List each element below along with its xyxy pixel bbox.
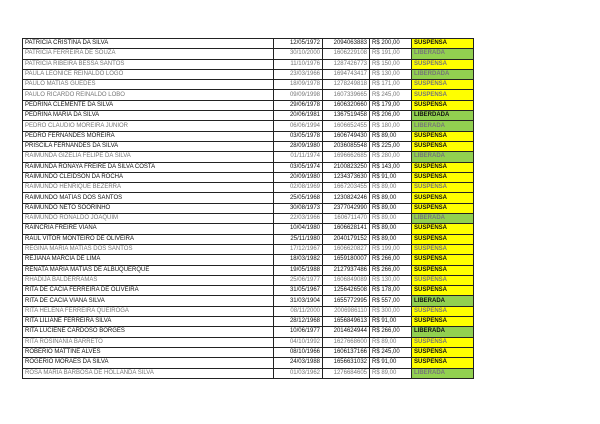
name-cell[interactable]: PEDRO FERNANDES MOREIRA [23,131,274,141]
status-cell[interactable]: SUSPENSA [412,90,474,100]
value-cell[interactable]: R$ 143,00 [370,162,412,172]
value-cell[interactable]: R$ 89,00 [370,337,412,347]
value-cell[interactable]: R$ 89,00 [370,224,412,234]
phone-cell[interactable]: 1656849613 [323,317,370,327]
name-cell[interactable]: RAIMUNDO MATIAS DOS SANTOS [23,193,274,203]
phone-cell[interactable]: 1627668600 [323,337,370,347]
table-row[interactable] [23,111,474,121]
value-cell[interactable]: R$ 130,00 [370,69,412,79]
table-row[interactable] [23,368,474,378]
phone-cell[interactable]: 1606711470 [323,214,370,224]
table-row[interactable] [23,296,474,306]
value-cell[interactable]: R$ 191,00 [370,49,412,59]
value-cell[interactable]: R$ 200,00 [370,39,412,49]
status-cell[interactable]: SUSPENSA [412,255,474,265]
status-cell[interactable]: SUSPENSA [412,317,474,327]
status-cell[interactable]: SUSPENSA [412,80,474,90]
status-cell[interactable]: LIBERADA [412,296,474,306]
value-cell[interactable]: R$ 130,00 [370,275,412,285]
value-cell[interactable]: R$ 206,00 [370,111,412,121]
name-cell[interactable]: RITA HELENA FERREIRA QUEIROGA [23,306,274,316]
status-cell[interactable]: SUSPENSA [412,244,474,254]
date-cell[interactable]: 02/08/1969 [274,183,323,193]
table-row[interactable] [23,100,474,110]
name-cell[interactable]: RAUL VITOR MONTEIRO DE OLIVEIRA [23,234,274,244]
table-row[interactable] [23,337,474,347]
phone-cell[interactable]: 1606229108 [323,49,370,59]
name-cell[interactable]: RAINCRIA FREIRE VIANA [23,224,274,234]
date-cell[interactable]: 06/06/1994 [274,121,323,131]
phone-cell[interactable]: 1659180007 [323,255,370,265]
date-cell[interactable]: 04/10/1992 [274,337,323,347]
date-cell[interactable]: 20/06/1981 [274,111,323,121]
value-cell[interactable]: R$ 557,00 [370,296,412,306]
phone-cell[interactable]: 1694743417 [323,69,370,79]
name-cell[interactable]: RAIMUNDA RONAYA FREIRE DA SILVA COSTA [23,162,274,172]
phone-cell[interactable]: 1287426773 [323,59,370,69]
name-cell[interactable]: REJIANA MARCIA DE LIMA [23,255,274,265]
name-cell[interactable]: ROSA MARIA BARBOSA DE HOLLANDA SILVA [23,368,274,378]
date-cell[interactable]: 28/12/1968 [274,317,323,327]
phone-cell[interactable]: 1278249818 [323,80,370,90]
status-cell[interactable]: LIBERADA [412,152,474,162]
status-cell[interactable]: SUSPENSA [412,337,474,347]
table-row[interactable] [23,327,474,337]
phone-cell[interactable]: 1606320660 [323,100,370,110]
value-cell[interactable]: R$ 91,00 [370,358,412,368]
name-cell[interactable]: ROGERIO MORAES DA SILVA [23,358,274,368]
name-cell[interactable]: RHADIJA BALDERRAMAS [23,275,274,285]
value-cell[interactable]: R$ 171,00 [370,80,412,90]
name-cell[interactable]: RITA LILIANE FERREIRA SILVA [23,317,274,327]
date-cell[interactable]: 24/03/1988 [274,358,323,368]
name-cell[interactable]: RAIMUNDO CLEIDSON DA ROCHA [23,172,274,182]
table-row[interactable] [23,317,474,327]
value-cell[interactable]: R$ 199,00 [370,244,412,254]
phone-cell[interactable]: 2036085548 [323,141,370,151]
phone-cell[interactable]: 1667203455 [323,183,370,193]
status-cell[interactable]: SUSPENSA [412,172,474,182]
table-row[interactable] [23,306,474,316]
status-cell[interactable]: LIBERDADA [412,69,474,79]
date-cell[interactable]: 12/05/1972 [274,39,323,49]
phone-cell[interactable]: 2006986110 [323,306,370,316]
date-cell[interactable]: 03/05/1974 [274,162,323,172]
date-cell[interactable]: 29/06/1978 [274,100,323,110]
date-cell[interactable]: 18/09/1978 [274,80,323,90]
status-cell[interactable]: SUSPENSA [412,141,474,151]
table-row[interactable] [23,152,474,162]
name-cell[interactable]: REGINA MARIA MATIAS DOS SANTOS [23,244,274,254]
phone-cell[interactable]: 1256426508 [323,286,370,296]
table-row[interactable] [23,286,474,296]
table-row[interactable] [23,90,474,100]
date-cell[interactable]: 10/06/1977 [274,327,323,337]
phone-cell[interactable]: 1606137166 [323,347,370,357]
phone-cell[interactable]: 2127937486 [323,265,370,275]
date-cell[interactable]: 25/05/1968 [274,193,323,203]
table-row[interactable] [23,59,474,69]
name-cell[interactable]: RAIMUNDO RONALDO JOAQUIM [23,214,274,224]
phone-cell[interactable]: 2094063883 [323,39,370,49]
date-cell[interactable]: 19/05/1988 [274,265,323,275]
date-cell[interactable]: 20/09/1980 [274,172,323,182]
status-cell[interactable]: SUSPENSA [412,59,474,69]
table-row[interactable] [23,347,474,357]
name-cell[interactable]: PEDRINA MARIA DA SILVA [23,111,274,121]
date-cell[interactable]: 01/11/1974 [274,152,323,162]
status-cell[interactable]: SUSPENSA [412,265,474,275]
name-cell[interactable]: ROBERIO MATTINE ALVES [23,347,274,357]
status-cell[interactable]: SUSPENSA [412,193,474,203]
value-cell[interactable]: R$ 89,00 [370,183,412,193]
date-cell[interactable]: 25/11/1980 [274,234,323,244]
table-row[interactable] [23,172,474,182]
status-cell[interactable]: SUSPENSA [412,100,474,110]
table-row[interactable] [23,224,474,234]
name-cell[interactable]: RAIMUNDO HENRIQUE BEZERRA [23,183,274,193]
status-cell[interactable]: SUSPENSA [412,131,474,141]
phone-cell[interactable]: 1696662685 [323,152,370,162]
phone-cell[interactable]: 1367519458 [323,111,370,121]
status-cell[interactable]: SUSPENSA [412,275,474,285]
name-cell[interactable]: PAULO MATIAS GUEDES [23,80,274,90]
table-row[interactable] [23,183,474,193]
table-row[interactable] [23,255,474,265]
status-cell[interactable]: SUSPENSA [412,224,474,234]
phone-cell[interactable]: 2040179152 [323,234,370,244]
date-cell[interactable]: 25/06/1977 [274,275,323,285]
status-cell[interactable]: SUSPENSA [412,203,474,213]
status-cell[interactable]: SUSPENSA [412,162,474,172]
name-cell[interactable]: PAULO RICARDO REINALDO LOBO [23,90,274,100]
status-cell[interactable]: SUSPENSA [412,183,474,193]
date-cell[interactable]: 08/10/1966 [274,347,323,357]
value-cell[interactable]: R$ 178,00 [370,286,412,296]
status-cell[interactable]: SUSPENSA [412,234,474,244]
status-cell[interactable]: SUSPENSA [412,306,474,316]
status-cell[interactable]: LIBERADA [412,327,474,337]
phone-cell[interactable]: 1606749430 [323,131,370,141]
phone-cell[interactable]: 1276684605 [323,368,370,378]
date-cell[interactable]: 10/04/1980 [274,224,323,234]
table-row[interactable] [23,121,474,131]
name-cell[interactable]: PRISCILA FERNANDES DA SILVA [23,141,274,151]
table-row[interactable] [23,80,474,90]
phone-cell[interactable]: 1656631032 [323,358,370,368]
status-cell[interactable]: SUSPENSA [412,358,474,368]
name-cell[interactable]: PEDRO CLAUDIO MOREIRA JUNIOR [23,121,274,131]
status-cell[interactable]: LIBERDADA [412,111,474,121]
table-row[interactable] [23,39,474,49]
value-cell[interactable]: R$ 245,00 [370,347,412,357]
name-cell[interactable]: RENATA MARIA MATIAS DE ALBUQUERQUE [23,265,274,275]
phone-cell[interactable]: 1607339665 [323,90,370,100]
name-cell[interactable]: RITA DE CACIA FERREIRA DE OLIVEIRA [23,286,274,296]
value-cell[interactable]: R$ 91,00 [370,317,412,327]
spreadsheet [22,38,472,379]
phone-cell[interactable]: 1606620827 [323,244,370,254]
date-cell[interactable]: 31/05/1967 [274,286,323,296]
value-cell[interactable]: R$ 89,00 [370,131,412,141]
status-cell[interactable]: LIBERADA [412,121,474,131]
value-cell[interactable]: R$ 89,00 [370,368,412,378]
value-cell[interactable]: R$ 225,00 [370,141,412,151]
table-row[interactable] [23,141,474,151]
value-cell[interactable]: R$ 245,00 [370,90,412,100]
date-cell[interactable]: 28/09/1980 [274,141,323,151]
status-cell[interactable]: SUSPENSA [412,39,474,49]
records-table [22,38,474,379]
phone-cell[interactable]: 1606849089 [323,275,370,285]
phone-cell[interactable]: 2100823250 [323,162,370,172]
table-row[interactable] [23,69,474,79]
value-cell[interactable]: R$ 300,00 [370,306,412,316]
date-cell[interactable]: 17/12/1967 [274,244,323,254]
status-cell[interactable]: LIBERADA [412,368,474,378]
table-row[interactable] [23,49,474,59]
date-cell[interactable]: 31/03/1904 [274,296,323,306]
date-cell[interactable]: 03/05/1978 [274,131,323,141]
date-cell[interactable]: 30/08/1973 [274,203,323,213]
value-cell[interactable]: R$ 266,00 [370,265,412,275]
table-row[interactable] [23,275,474,285]
phone-cell[interactable]: 1234373630 [323,172,370,182]
name-cell[interactable]: PATRICIA CRISTINA DA SILVA [23,39,274,49]
name-cell[interactable]: RITA LUCIENE CARDOSO BORGES [23,327,274,337]
name-cell[interactable]: PATRICIA FERREIRA DE SOUZA [23,49,274,59]
value-cell[interactable]: R$ 266,00 [370,327,412,337]
date-cell[interactable]: 23/03/1966 [274,69,323,79]
table-row[interactable] [23,214,474,224]
value-cell[interactable]: R$ 89,00 [370,193,412,203]
date-cell[interactable]: 22/03/1966 [274,214,323,224]
name-cell[interactable]: PAULA LEONICE REINALDO LOGO [23,69,274,79]
name-cell[interactable]: RAIMUNDO NETO SOORINHO [23,203,274,213]
date-cell[interactable]: 18/03/1982 [274,255,323,265]
date-cell[interactable]: 08/11/2000 [274,306,323,316]
name-cell[interactable]: RAIMUNDA GIZELIA FELIPE DA SILVA [23,152,274,162]
status-cell[interactable]: LIBERADA [412,49,474,59]
status-cell[interactable]: SUSPENSA [412,347,474,357]
date-cell[interactable]: 01/03/1962 [274,368,323,378]
date-cell[interactable]: 09/09/1998 [274,90,323,100]
phone-cell[interactable]: 1606652455 [323,121,370,131]
value-cell[interactable]: R$ 179,00 [370,100,412,110]
phone-cell[interactable]: 2014624944 [323,327,370,337]
phone-cell[interactable]: 1606628141 [323,224,370,234]
name-cell[interactable]: RITA ROSINANIA BARRETO [23,337,274,347]
table-row[interactable] [23,203,474,213]
status-cell[interactable]: LIBERADA [412,214,474,224]
name-cell[interactable]: RITA DE CACIA VIANA SILVA [23,296,274,306]
value-cell[interactable]: R$ 150,00 [370,59,412,69]
value-cell[interactable]: R$ 89,00 [370,234,412,244]
date-cell[interactable]: 11/10/1976 [274,59,323,69]
table-row[interactable] [23,244,474,254]
table-row[interactable] [23,131,474,141]
records-table-body [23,39,474,379]
table-row[interactable] [23,265,474,275]
table-row[interactable] [23,162,474,172]
table-row[interactable] [23,358,474,368]
table-row[interactable] [23,193,474,203]
status-cell[interactable]: SUSPENSA [412,286,474,296]
name-cell[interactable]: PEDRINA CLEMENTE DA SILVA [23,100,274,110]
value-cell[interactable]: R$ 89,00 [370,214,412,224]
value-cell[interactable]: R$ 266,00 [370,255,412,265]
phone-cell[interactable]: 1230824246 [323,193,370,203]
value-cell[interactable]: R$ 280,00 [370,152,412,162]
value-cell[interactable]: R$ 180,00 [370,121,412,131]
value-cell[interactable]: R$ 91,00 [370,172,412,182]
phone-cell[interactable]: 1655772995 [323,296,370,306]
date-cell[interactable]: 30/10/2000 [274,49,323,59]
phone-cell[interactable]: 2377042990 [323,203,370,213]
value-cell[interactable]: R$ 89,00 [370,203,412,213]
name-cell[interactable]: PATRICIA RIBEIRA BESSA SANTOS [23,59,274,69]
table-row[interactable] [23,234,474,244]
